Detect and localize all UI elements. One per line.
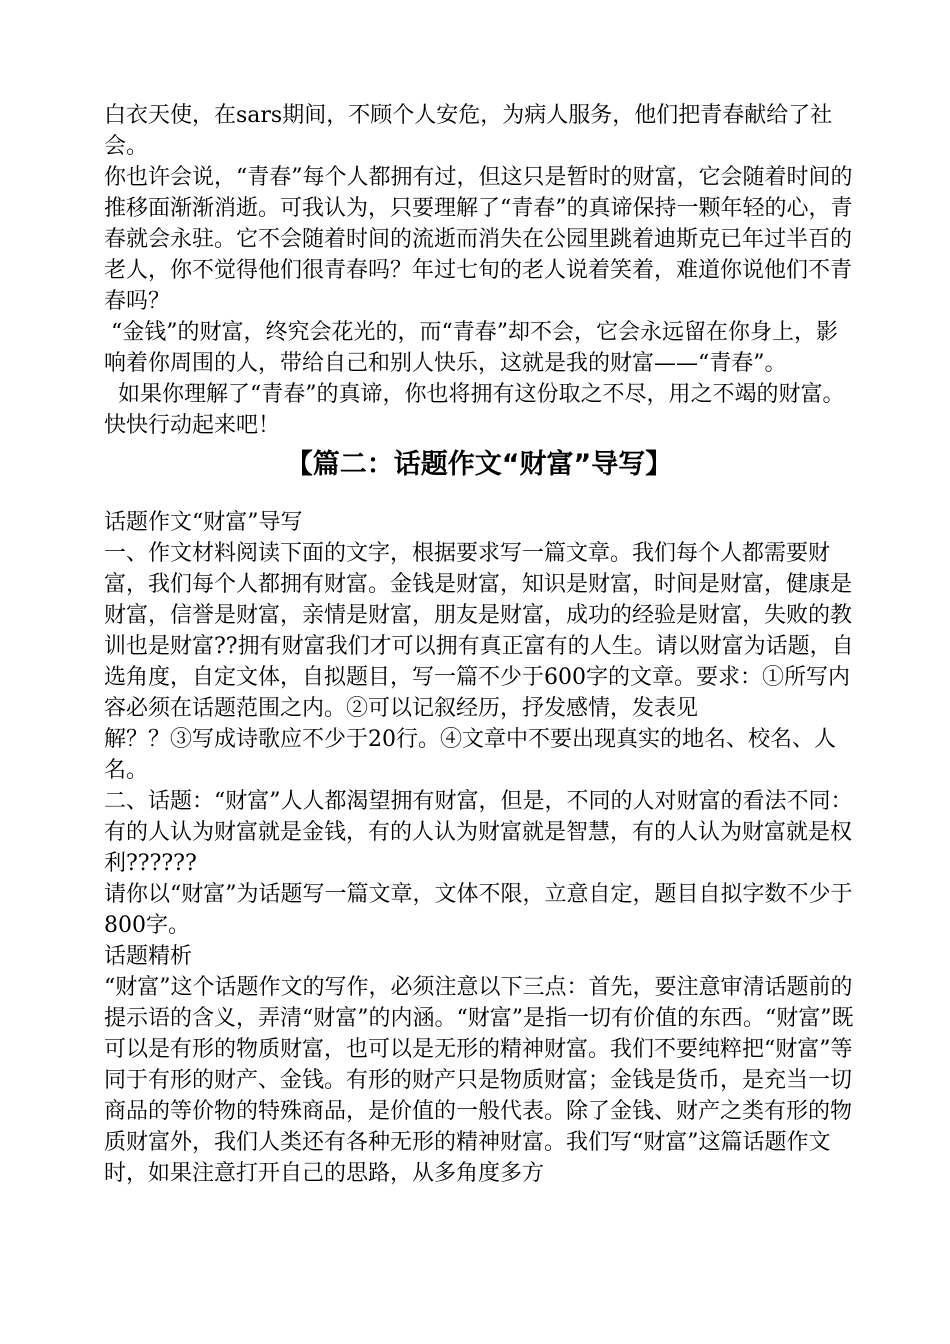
section-subtitle: 话题作文“财富”导写 xyxy=(104,510,303,535)
section-heading: 【篇二：话题作文“财富”导写】 xyxy=(285,449,673,480)
paragraph-youth-wealth: 你也许会说，“青春”每个人都拥有过，但这只是暂时的财富，它会随着时间的推移面渐渐消逝。可我认为，只要理解了“青春”的真谛保持一颗年轻的心，青春就会永驻。它不会随着时间的流逝而消失在公园里跳着迪斯克已年过半百的老人，你不觉得他们很青春吗？年过七旬的老人说着笑着，难道你说他们不青春吗？ xyxy=(104,165,853,314)
paragraph-money-vs-youth: “金钱”的财富，终究会花光的，而“青春”却不会，它会永远留在你身上，影响着你周围的人，带给自己和别人快乐，这就是我的财富——“青春”。 xyxy=(104,320,838,376)
paragraph-conclusion: 如果你理解了“青春”的真谛，你也将拥有这份取之不尽，用之不竭的财富。快快行动起来吧！ xyxy=(104,382,845,438)
analysis-label: 话题精析 xyxy=(104,944,193,969)
document-body xyxy=(104,100,854,1189)
paragraph-requirements-cont: 解？？③写成诗歌应不少于20行。④文章中不要出现真实的地名、校名、人名。 xyxy=(104,727,836,783)
paragraph-instruction: 请你以“财富”为话题写一篇文章，文体不限，立意自定，题目自拟字数不少于800字。 xyxy=(104,882,853,938)
paragraph-white-angels: 白衣天使，在sars期间，不顾个人安危，为病人服务，他们把青春献给了社会。 xyxy=(104,103,833,159)
paragraph-analysis: “财富”这个话题作文的写作，必须注意以下三点：首先，要注意审清话题前的提示语的含义，弄清“财富”的内涵。“财富”是指一切有价值的东西。“财富”既可以是有形的物质财富，也可以是无形的精神财富。我们不要纯粹把“财富”等同于有形的财产、金钱。有形的财产只是物质财富；金钱是货币，是充当一切商品的等价物的特殊商品，是价值的一般代表。除了金钱、财产之类有形的物质财富外，我们人类还有各种无形的精神财富。我们写“财富”这篇话题作文时，如果注意打开自己的思路，从多角度多方 xyxy=(104,975,854,1186)
paragraph-material: 一、作文材料阅读下面的文字，根据要求写一篇文章。我们每个人都需要财富，我们每个人都拥有财富。金钱是财富，知识是财富，时间是财富，健康是财富，信誉是财富，亲情是财富，朋友是财富，成功的经验是财富，失败的教训也是财富??拥有财富我们才可以拥有真正富有的人生。请以财富为话题，自选角度，自定文体，自拟题目，写一篇不少于600字的文章。要求：①所写内容必须在话题范围之内。②可以记叙经历，抒发感情，发表见 xyxy=(104,541,854,721)
paragraph-topic: 二、话题：“财富”人人都渴望拥有财富，但是，不同的人对财富的看法不同：有的人认为财富就是金钱，有的人认为财富就是智慧，有的人认为财富就是权利?????? xyxy=(104,789,853,876)
